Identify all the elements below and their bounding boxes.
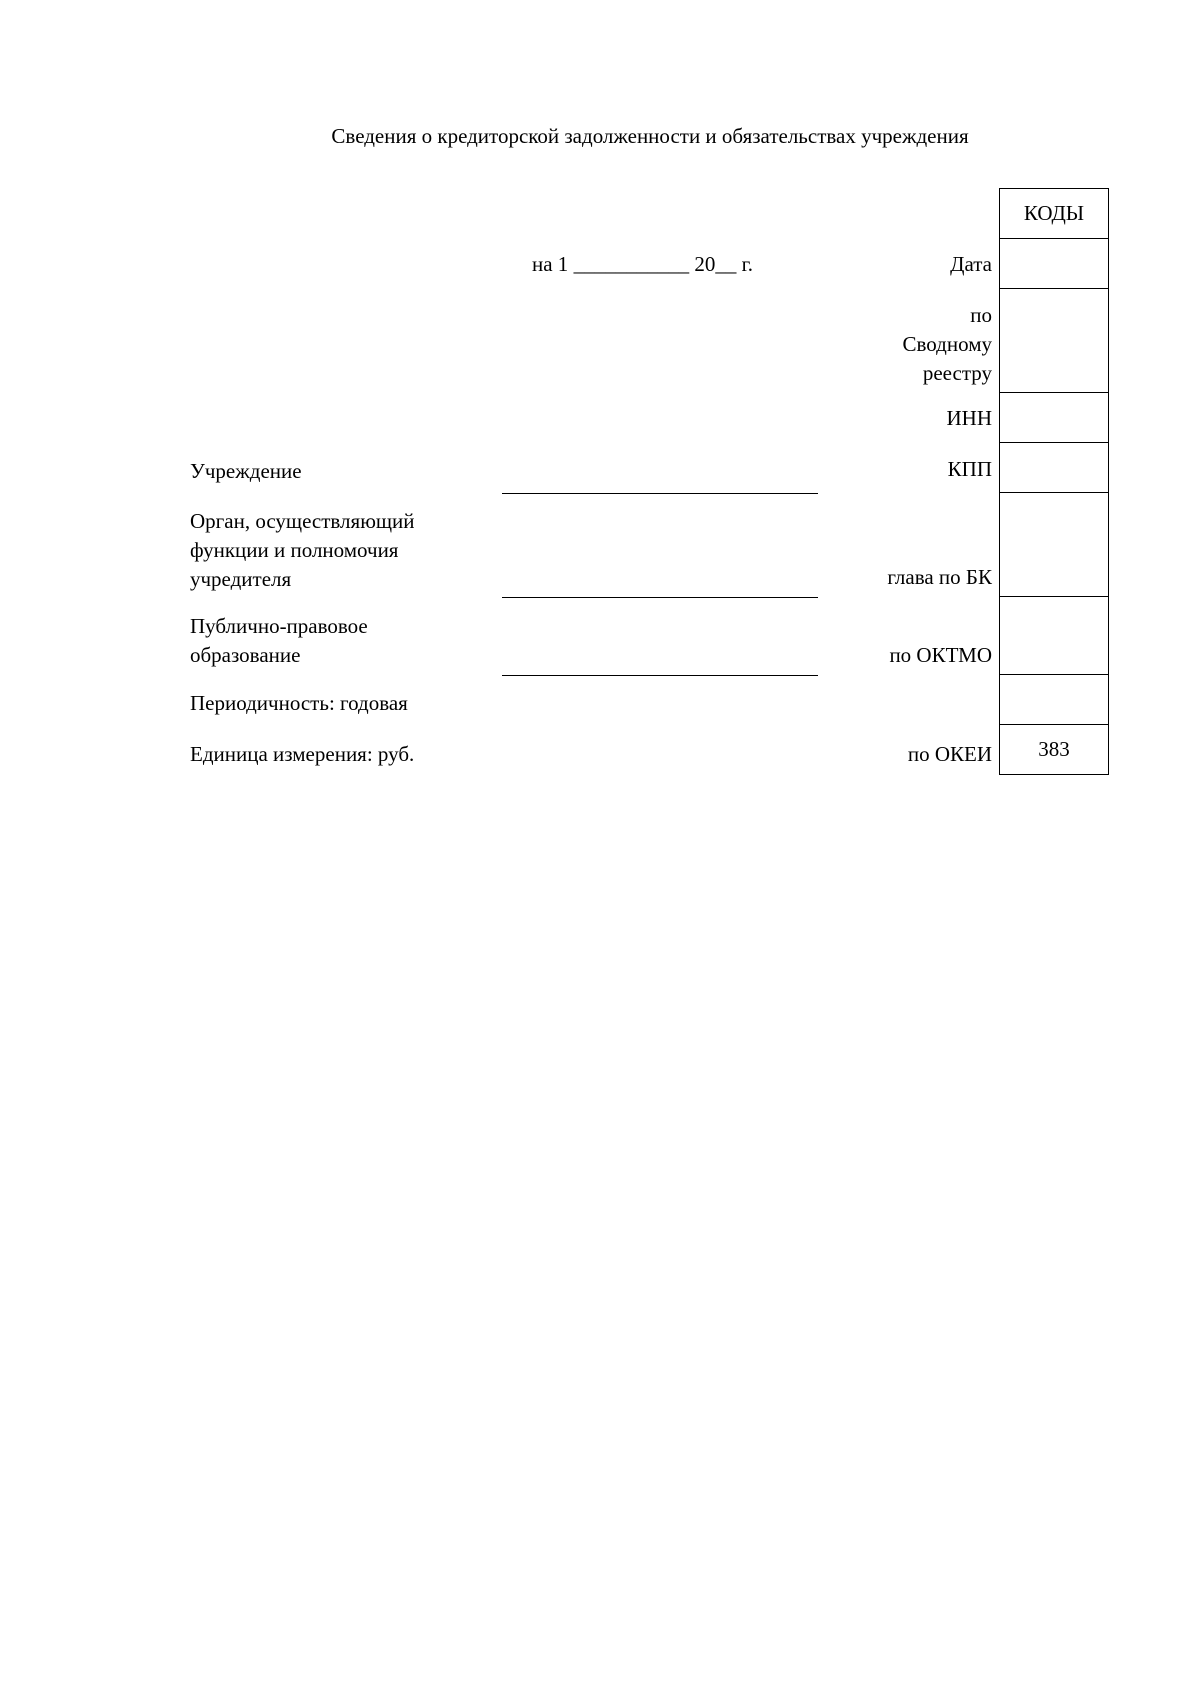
codes-table <box>999 188 1109 775</box>
code-cell-svod-reestr[interactable] <box>1000 289 1109 393</box>
label-founder-organ <box>190 507 415 594</box>
label-svod-line3: реестру <box>922 361 992 385</box>
label-oktmo: по ОКТМО <box>889 643 992 667</box>
label-date: Дата <box>950 252 992 276</box>
label-okei: по ОКЕИ <box>907 742 992 766</box>
label-organ-line3: учредителя <box>190 567 292 591</box>
date-year-prefix: 20 <box>694 252 716 276</box>
label-inn: ИНН <box>946 406 992 430</box>
label-organ-line2: функции и полномочия <box>190 538 399 562</box>
public-entity-underline[interactable] <box>502 675 818 676</box>
date-day-month-blank[interactable]: ___________ <box>573 252 690 276</box>
date-line <box>532 250 753 279</box>
document-title: Сведения о кредиторской задолженности и обязательствах учреждения <box>331 124 969 148</box>
label-svod-line1: по <box>970 303 992 327</box>
label-institution: Учреждение <box>190 459 302 483</box>
code-cell-okei[interactable]: 383 <box>1000 725 1109 775</box>
codes-header: КОДЫ <box>1000 189 1109 239</box>
date-suffix: г. <box>741 252 754 276</box>
label-organ-line1: Орган, осуществляющий <box>190 509 415 533</box>
code-cell-date[interactable] <box>1000 239 1109 289</box>
label-unit: Единица измерения: руб. <box>190 742 415 766</box>
label-public-entity <box>190 612 368 670</box>
founder-organ-underline[interactable] <box>502 597 818 598</box>
code-cell-inn[interactable] <box>1000 393 1109 443</box>
code-cell-glava-bk[interactable] <box>1000 493 1109 597</box>
label-svod-reestr <box>903 301 993 388</box>
date-prefix: на 1 <box>532 252 569 276</box>
label-ppo-line2: образование <box>190 643 301 667</box>
label-kpp: КПП <box>947 457 992 481</box>
institution-underline[interactable] <box>502 493 818 494</box>
code-cell-periodicity[interactable] <box>1000 675 1109 725</box>
code-cell-kpp[interactable] <box>1000 443 1109 493</box>
label-ppo-line1: Публично-правовое <box>190 614 368 638</box>
label-glava-bk: глава по БК <box>887 565 992 589</box>
code-cell-oktmo[interactable] <box>1000 597 1109 675</box>
date-year-blank[interactable]: __ <box>715 252 737 276</box>
label-svod-line2: Сводному <box>902 332 992 356</box>
label-periodicity: Периодичность: годовая <box>190 691 408 715</box>
